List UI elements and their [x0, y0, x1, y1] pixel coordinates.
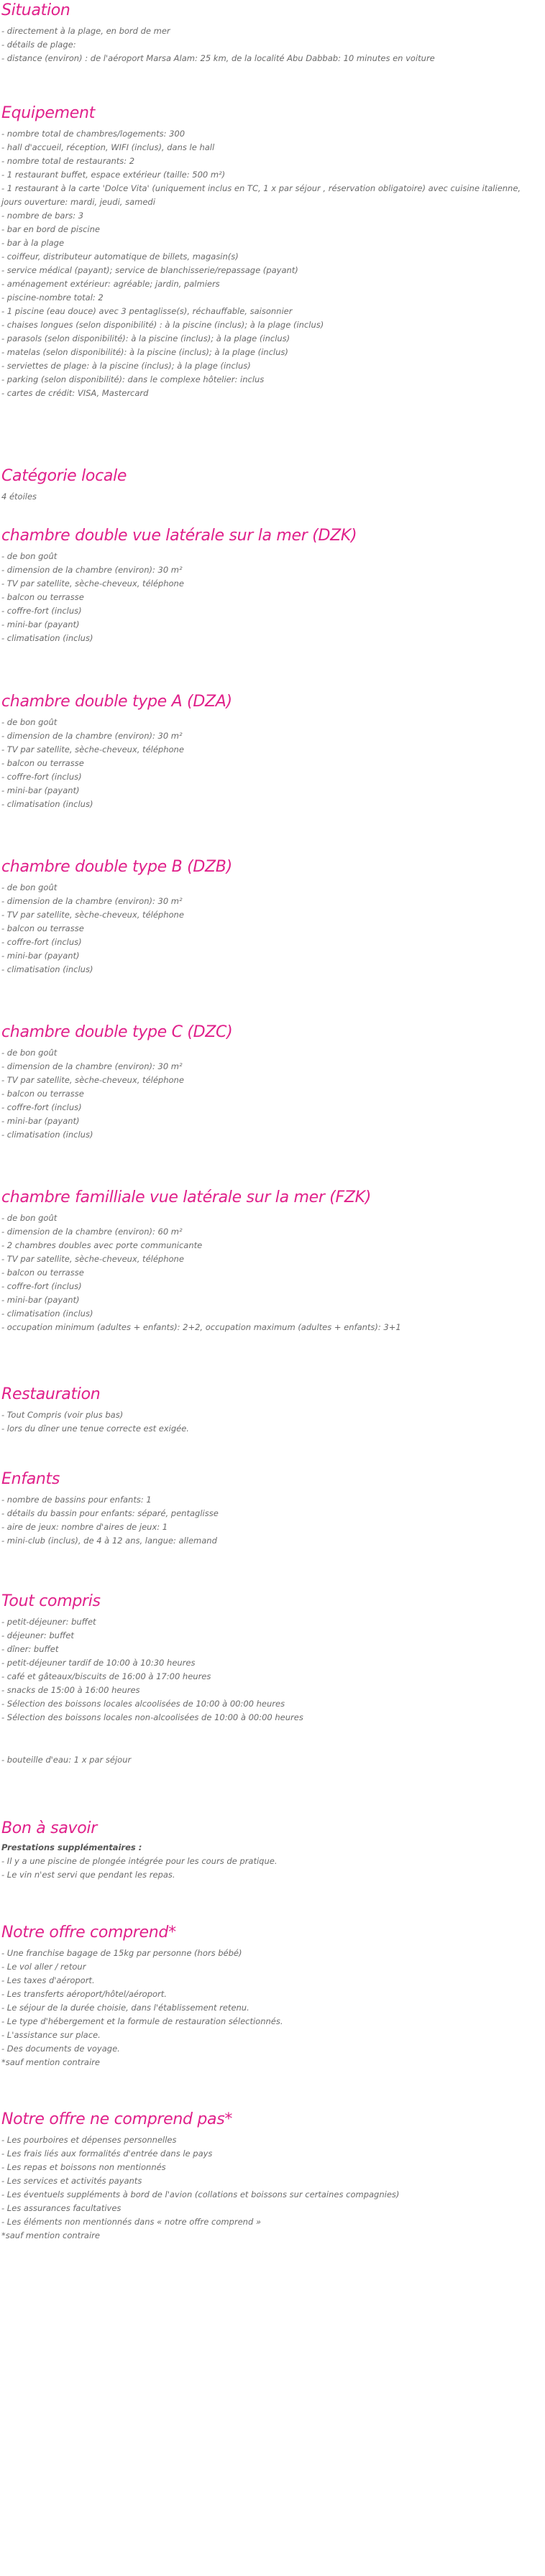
- section-title-equipement: Equipement: [1, 104, 95, 122]
- list-item: - mini-club (inclus), de 4 à 12 ans, langue: allemand: [1, 1536, 217, 1546]
- section-title-tout-compris: Tout compris: [1, 1592, 101, 1610]
- enfants-list: [1, 1493, 541, 1548]
- list-item: - détails du bassin pour enfants: séparé, pentaglisse: [1, 1508, 219, 1518]
- list-item: *sauf mention contraire: [1, 2230, 100, 2240]
- section-bon-a-savoir: [1, 1818, 541, 1882]
- fzk-list: [1, 1211, 541, 1334]
- list-item: - de bon goût: [1, 1048, 58, 1058]
- list-item: - Sélection des boissons locales non-alcoolisées de 10:00 à 00:00 heures: [1, 1712, 303, 1722]
- list-item: - petit-déjeuner tardif de 10:00 à 10:30 heures: [1, 1658, 196, 1668]
- list-item: - aire de jeux: nombre d'aires de jeux: 1: [1, 1522, 168, 1532]
- section-title-dzb: chambre double type B (DZB): [1, 858, 232, 876]
- list-item: - occupation minimum (adultes + enfants): 2+2, occupation maximum (adultes + enfants): 3+1: [1, 1322, 401, 1332]
- list-item: - balcon ou terrasse: [1, 923, 84, 933]
- list-item: - climatisation (inclus): [1, 1308, 93, 1319]
- list-item: - coffre-fort (inclus): [1, 1102, 82, 1112]
- list-item: - TV par satellite, sèche-cheveux, téléphone: [1, 1075, 184, 1085]
- list-item: - parasols (selon disponibilité): à la piscine (inclus); à la plage (inclus): [1, 333, 290, 343]
- restauration-list: [1, 1408, 541, 1436]
- section-title-enfants: Enfants: [1, 1470, 60, 1488]
- list-item: - parking (selon disponibilité): dans le complexe hôtelier: inclus: [1, 374, 265, 384]
- list-item: - nombre de bassins pour enfants: 1: [1, 1495, 152, 1505]
- list-item: - dimension de la chambre (environ): 30 m²: [1, 731, 183, 741]
- list-item: - climatisation (inclus): [1, 1130, 93, 1140]
- list-item: - mini-bar (payant): [1, 619, 80, 629]
- list-item: - piscine-nombre total: 2: [1, 292, 104, 303]
- dzb-list: [1, 881, 541, 977]
- list-item: - 2 chambres doubles avec porte communicante: [1, 1240, 203, 1250]
- list-item: - coffre-fort (inclus): [1, 1281, 82, 1291]
- list-item: - balcon ou terrasse: [1, 1089, 84, 1099]
- list-item: - hall d'accueil, réception, WIFI (inclus), dans le hall: [1, 142, 215, 152]
- list-item: - Des documents de voyage.: [1, 2044, 120, 2054]
- list-item: - climatisation (inclus): [1, 964, 93, 974]
- equipement-list: [1, 127, 541, 400]
- list-item: - chaises longues (selon disponibilité) : à la piscine (inclus); à la plage (inclus): [1, 320, 324, 330]
- list-item: - Le vol aller / retour: [1, 1962, 86, 1972]
- section-tout-compris: [1, 1591, 541, 1767]
- list-item: - Les services et activités payants: [1, 2176, 142, 2186]
- section-room-dza: [1, 691, 541, 811]
- list-item: - coffre-fort (inclus): [1, 772, 82, 782]
- list-item: - L'assistance sur place.: [1, 2030, 101, 2040]
- list-item: - 1 restaurant à la carte 'Dolce Vita' (uniquement inclus en TC, 1 x par séjour , réservation obligatoire) avec cuisine italienne, jours ouverture: mardi, jeudi, samedi: [1, 183, 521, 207]
- list-item: - dîner: buffet: [1, 1644, 59, 1654]
- list-item: - Les repas et boissons non mentionnés: [1, 2162, 166, 2172]
- list-item: - TV par satellite, sèche-cheveux, téléphone: [1, 578, 184, 588]
- list-item: - Les éléments non mentionnés dans « notre offre comprend »: [1, 2217, 262, 2227]
- list-item: - café et gâteaux/biscuits de 16:00 à 17:00 heures: [1, 1671, 211, 1681]
- bon-a-savoir-list: [1, 1855, 541, 1882]
- section-room-dzb: [1, 857, 541, 977]
- section-title-offre-comprend: Notre offre comprend*: [1, 1924, 176, 1942]
- list-item: - balcon ou terrasse: [1, 1268, 84, 1278]
- list-item: - balcon ou terrasse: [1, 592, 84, 602]
- list-item: - TV par satellite, sèche-cheveux, téléphone: [1, 744, 184, 754]
- section-equipement: [1, 103, 541, 400]
- list-item: - dimension de la chambre (environ): 30 m²: [1, 896, 183, 906]
- categorie-value: 4 étoiles: [1, 491, 37, 502]
- list-item: - détails de plage:: [1, 40, 76, 50]
- list-item: - dimension de la chambre (environ): 60 m²: [1, 1227, 183, 1237]
- section-enfants: [1, 1469, 541, 1548]
- list-item: - Le séjour de la durée choisie, dans l'établissement retenu.: [1, 2003, 249, 2013]
- list-item: - Le vin n'est servi que pendant les repas.: [1, 1870, 175, 1880]
- section-situation: [1, 0, 541, 65]
- list-item: *sauf mention contraire: [1, 2057, 100, 2067]
- list-item: - de bon goût: [1, 1213, 58, 1223]
- offre-ne-comprend-pas-list: [1, 2133, 541, 2243]
- list-item: - matelas (selon disponibilité): à la piscine (inclus); à la plage (inclus): [1, 347, 288, 357]
- list-item: - Les assurances facultatives: [1, 2203, 122, 2213]
- list-item: - Les éventuels suppléments à bord de l'avion (collations et boissons sur certaines compagnies): [1, 2189, 400, 2199]
- situation-list: [1, 24, 541, 65]
- list-item: - aménagement extérieur: agréable; jardin, palmiers: [1, 279, 220, 289]
- list-item: - nombre total de chambres/logements: 300: [1, 129, 186, 139]
- list-item: - coffre-fort (inclus): [1, 937, 82, 947]
- list-item: - mini-bar (payant): [1, 785, 80, 795]
- section-offre-ne-comprend-pas: [1, 2109, 541, 2243]
- list-item: - déjeuner: buffet: [1, 1630, 74, 1640]
- list-item: - coffre-fort (inclus): [1, 606, 82, 616]
- section-categorie: [1, 466, 541, 504]
- section-room-fzk: [1, 1187, 541, 1334]
- list-item: - TV par satellite, sèche-cheveux, téléphone: [1, 1254, 184, 1264]
- list-item: - mini-bar (payant): [1, 951, 80, 961]
- list-item: - de bon goût: [1, 717, 58, 727]
- section-title-offre-ne-comprend-pas: Notre offre ne comprend pas*: [1, 2110, 233, 2128]
- list-item: - de bon goût: [1, 882, 58, 892]
- section-room-dzk: [1, 525, 541, 645]
- list-item: - Une franchise bagage de 15kg par personne (hors bébé): [1, 1948, 242, 1958]
- list-item: - service médical (payant); service de blanchisserie/repassage (payant): [1, 265, 298, 275]
- section-title-dzc: chambre double type C (DZC): [1, 1023, 233, 1041]
- list-item: - lors du dîner une tenue correcte est exigée.: [1, 1423, 189, 1434]
- list-item: - climatisation (inclus): [1, 633, 93, 643]
- section-title-situation: Situation: [1, 1, 70, 19]
- list-item: - Les frais liés aux formalités d'entrée dans le pays: [1, 2148, 213, 2159]
- section-offre-comprend: [1, 1922, 541, 2069]
- dza-list: [1, 716, 541, 811]
- section-room-dzc: [1, 1022, 541, 1142]
- section-title-fzk: chambre familliale vue latérale sur la mer (FZK): [1, 1188, 372, 1206]
- list-item: - mini-bar (payant): [1, 1116, 80, 1126]
- list-item: - climatisation (inclus): [1, 799, 93, 809]
- list-item: - snacks de 15:00 à 16:00 heures: [1, 1685, 140, 1695]
- list-item: - Les transferts aéroport/hôtel/aéroport.: [1, 1989, 167, 1999]
- list-item: - 1 restaurant buffet, espace extérieur (taille: 500 m²): [1, 170, 226, 180]
- list-item: - Les taxes d'aéroport.: [1, 1975, 95, 1985]
- list-item: - dimension de la chambre (environ): 30 m²: [1, 565, 183, 575]
- list-item: - bar en bord de piscine: [1, 224, 100, 234]
- list-item: - Sélection des boissons locales alcoolisées de 10:00 à 00:00 heures: [1, 1699, 285, 1709]
- list-item: - balcon ou terrasse: [1, 758, 84, 768]
- list-item: - nombre total de restaurants: 2: [1, 156, 135, 166]
- list-item: - de bon goût: [1, 551, 58, 561]
- bon-a-savoir-subtitle: Prestations supplémentaires :: [1, 1842, 142, 1852]
- dzc-list: [1, 1046, 541, 1142]
- section-restauration: [1, 1384, 541, 1436]
- list-item: - 1 piscine (eau douce) avec 3 pentaglisse(s), réchauffable, saisonnier: [1, 306, 293, 316]
- offre-comprend-list: [1, 1947, 541, 2069]
- list-item: - TV par satellite, sèche-cheveux, téléphone: [1, 910, 184, 920]
- list-item: - petit-déjeuner: buffet: [1, 1617, 96, 1627]
- tout-compris-extra: - bouteille d'eau: 1 x par séjour: [1, 1755, 132, 1765]
- dzk-list: [1, 550, 541, 645]
- list-item: - coiffeur, distributeur automatique de billets, magasin(s): [1, 251, 239, 262]
- list-item: - bar à la plage: [1, 238, 65, 248]
- list-item: - Le type d'hébergement et la formule de restauration sélectionnés.: [1, 2016, 283, 2026]
- list-item: - dimension de la chambre (environ): 30 m²: [1, 1061, 183, 1071]
- tout-compris-list: [1, 1615, 541, 1725]
- section-title-bon-a-savoir: Bon à savoir: [1, 1819, 97, 1837]
- list-item: - mini-bar (payant): [1, 1295, 80, 1305]
- list-item: - Tout Compris (voir plus bas): [1, 1410, 124, 1420]
- list-item: - Les pourboires et dépenses personnelles: [1, 2135, 177, 2145]
- list-item: - Il y a une piscine de plongée intégrée pour les cours de pratique.: [1, 1856, 278, 1866]
- list-item: - distance (environ) : de l'aéroport Marsa Alam: 25 km, de la localité Abu Dabbab: 10 minutes en voiture: [1, 53, 435, 63]
- section-title-restauration: Restauration: [1, 1385, 101, 1403]
- list-item: - nombre de bars: 3: [1, 211, 84, 221]
- list-item: - directement à la plage, en bord de mer: [1, 26, 170, 36]
- list-item: - serviettes de plage: à la piscine (inclus); à la plage (inclus): [1, 361, 251, 371]
- list-item: - cartes de crédit: VISA, Mastercard: [1, 388, 149, 398]
- section-title-dzk: chambre double vue latérale sur la mer (DZK): [1, 527, 357, 545]
- section-title-categorie: Catégorie locale: [1, 467, 127, 485]
- section-title-dza: chambre double type A (DZA): [1, 693, 232, 711]
